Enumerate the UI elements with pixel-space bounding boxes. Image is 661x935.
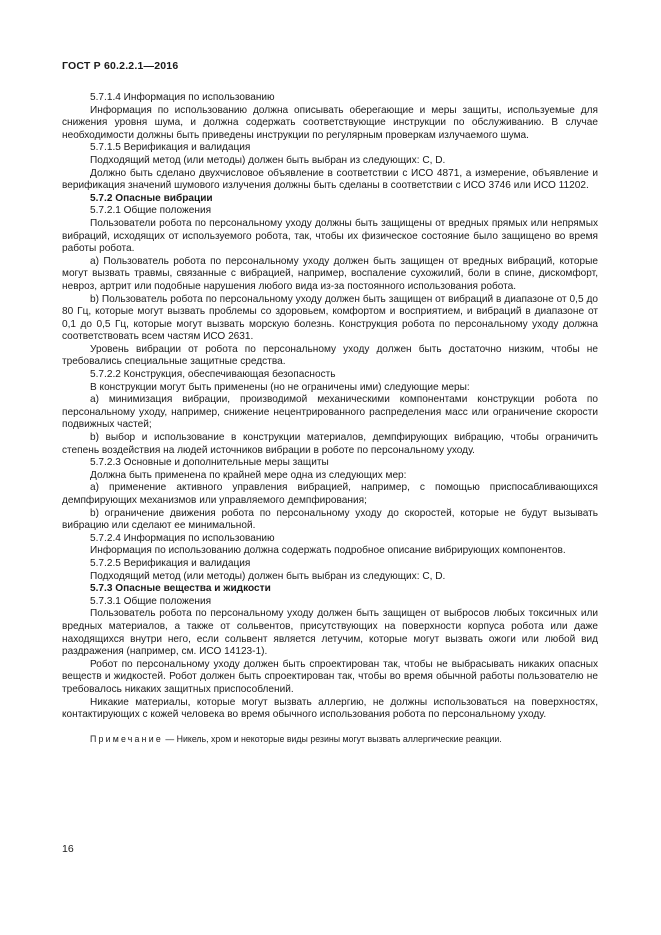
paragraph: a) применение активного управления вибрацией, например, с помощью приспосабливающихся демпфирующих механизмов или управляемого демпфирования; — [62, 482, 598, 506]
paragraph: b) выбор и использование в конструкции материалов, демпфирующих вибрацию, чтобы ограничить степень воздействия на людей источников вибрации в роботе по персональному уходу. — [62, 432, 598, 456]
paragraph: Подходящий метод (или методы) должен быть выбран из следующих: С, D. — [90, 154, 446, 166]
paragraph: 5.7.3.1 Общие положения — [90, 595, 212, 607]
paragraph: b) Пользователь робота по персональному уходу должен быть защищен от вибраций в диапазоне от 0,5 до 80 Гц, которые могут вызвать проблемы со здоровьем, комфортом и восприятием, и вибраций в диапазоне от 0,1 до 0,5 Гц, которые могут вызвать морскую болезнь. Конструкция робота по персональному уходу должна соответствовать всем частям ИСО 2631. — [62, 293, 598, 343]
paragraph: 5.7.2.3 Основные и дополнительные меры защиты — [90, 457, 329, 469]
paragraph: Пользователь робота по персональному уходу должен быть защищен от выбросов любых токсичных или вредных материалов, а также от сольвентов, присутствующих на поверхности корпуса робота или даже находящихся внутри него, если сольвент является летучим, которые могут вызвать ожоги или любой вид раздражения (например, см. ИСО 14123-1). — [62, 608, 598, 658]
paragraph: 5.7.2.2 Конструкция, обеспечивающая безопасность — [90, 369, 336, 381]
paragraph: a) Пользователь робота по персональному уходу должен быть защищен от вредных вибраций, которые могут вызвать травмы, связанные с вибрацией, например, воспаление сухожилий, боли в спине, дискомфорт, невроз, артрит или подобные нарушения любого вида из-за постоянного использования робота. — [62, 255, 598, 292]
paragraph: Подходящий метод (или методы) должен быть выбран из следующих: С, D. — [90, 570, 446, 582]
page-number: 16 — [62, 843, 74, 855]
paragraph: a) минимизация вибрации, производимой механическими компонентами конструкции робота по персональному уходу, например, снижение нецентрированного распределения масс или ограничение скорости подвижных частей; — [62, 394, 598, 431]
note — [62, 734, 598, 745]
section-heading: 5.7.3 Опасные вещества и жидкости — [90, 583, 271, 595]
paragraph: Информация по использованию должна содержать подробное описание вибрирующих компонентов. — [90, 545, 566, 557]
paragraph: 5.7.1.4 Информация по использованию — [90, 92, 275, 103]
paragraph: b) ограничение движения робота по персональному уходу до скоростей, которые не будут вызывать вибрацию или сделают ее минимальной. — [62, 507, 598, 532]
paragraph: Никакие материалы, которые могут вызвать аллергию, не должны использоваться на поверхностях, контактирующих с кожей человека во время обычного использования робота по персональному уходу. — [62, 696, 598, 721]
section-heading: 5.7.2 Опасные вибрации — [90, 192, 213, 204]
paragraph: 5.7.2.5 Верификация и валидация — [90, 557, 251, 569]
paragraph: 5.7.1.5 Верификация и валидация — [90, 142, 251, 154]
body-text — [62, 92, 598, 745]
paragraph: Уровень вибрации от робота по персональному уходу должен быть достаточно низким, чтобы не требовались специальные защитные средства. — [62, 343, 598, 368]
paragraph: В конструкции могут быть применены (но не ограничены ими) следующие меры: — [90, 381, 470, 393]
paragraph: 5.7.2.1 Общие положения — [90, 205, 212, 217]
note-label: Примечание — [90, 733, 163, 744]
paragraph: Должно быть сделано двухчисловое объявление в соответствии с ИСО 4871, а измерение, объявление и верификация значений шумового излучения должны быть сделаны в соответствии с ИСО 3746 или ИСО 11202. — [62, 167, 598, 192]
paragraph: Должна быть применена по крайней мере одна из следующих мер: — [90, 469, 407, 481]
note-text: — Никель, хром и некоторые виды резины могут вызвать аллергические реакции. — [162, 733, 502, 744]
document-header: ГОСТ Р 60.2.2.1—2016 — [62, 60, 179, 72]
paragraph: Информация по использованию должна описывать оберегающие и меры защиты, используемые для снижения уровня шума, и должна содержать соответствующие инструкции по обслуживанию. В случае необходимости должны быть приведены инструкции по регулярным проверкам излучаемого шума. — [62, 104, 598, 141]
paragraph: 5.7.2.4 Информация по использованию — [90, 532, 275, 544]
paragraph: Пользователи робота по персональному уходу должны быть защищены от вредных прямых или непрямых вибраций, исходящих от используемого робота, так, чтобы их физическое состояние было защищено во время работы робота. — [62, 217, 598, 255]
paragraph: Робот по персональному уходу должен быть спроектирован так, чтобы не выбрасывать никаких опасных веществ и жидкостей. Робот должен быть спроектирован так, чтобы во время обычной работы пользователю не требовалось никаких защитных приспособлений. — [62, 658, 598, 695]
